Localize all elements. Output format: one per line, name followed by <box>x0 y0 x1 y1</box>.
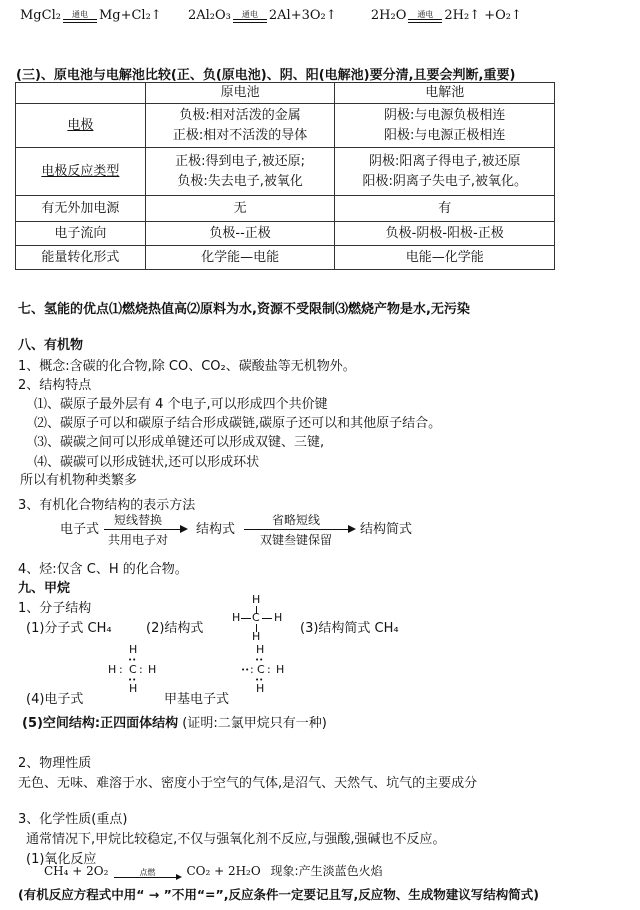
condition: 点燃 <box>139 868 156 877</box>
bond-line <box>241 618 251 619</box>
table-cell <box>145 104 335 148</box>
flow-structural-formula: 结构式 <box>196 522 236 537</box>
row-label: 电极反应类型 <box>16 148 146 196</box>
table-header: 原电池 <box>145 83 335 104</box>
oxidation-title: (1)氧化反应 <box>26 852 97 867</box>
note-text: (有机反应方程式中用“ → ”不用“=”,反应条件一定要记且写,反应物、生成物建议写结构简式) <box>18 887 539 902</box>
section-title-organic: 八、有机物 <box>18 338 84 353</box>
comparison-table <box>15 82 555 270</box>
product: Mg+Cl₂↑ <box>98 8 162 23</box>
reactant: CH₄ + 2O₂ <box>44 864 109 878</box>
product: CO₂ + 2H₂O <box>186 864 261 878</box>
flow-label-keep-bonds: 双键叁键保留 <box>260 533 333 547</box>
spatial-structure-label: (5)空间结构:正四面体结构 <box>22 716 179 731</box>
row-label: 电子流向 <box>16 222 146 246</box>
section-title-cells: (三)、原电池与电解池比较(正、负(原电池)、阴、阳(电解池)要分清,且要会判断,重要) <box>16 68 516 83</box>
concept-text: 1、概念:含碳的化合物,除 CO、CO₂、碳酸盐等无机物外。 <box>18 359 356 374</box>
atom-c: C <box>257 663 265 676</box>
combustion-equation <box>44 862 383 879</box>
flow-simple-formula: 结构简式 <box>360 522 413 537</box>
table-row <box>16 222 555 246</box>
point-1: ⑴、碳原子最外层有 4 个电子,可以形成四个共价键 <box>34 397 328 412</box>
hydrocarbon-text: 4、烃:仅含 C、H 的化合物。 <box>18 562 188 577</box>
table-header: 电解池 <box>335 83 555 104</box>
atom-h: H <box>256 643 265 656</box>
condition-arrow <box>408 10 442 23</box>
electron-pair: •• <box>255 656 264 664</box>
flow-label-omit: 省略短线 <box>272 513 321 527</box>
condition: 通电 <box>71 10 88 19</box>
atom-h: H <box>129 643 138 656</box>
atom-c: C <box>252 611 260 624</box>
cell-line: 阳极:与电源正极相连 <box>384 127 506 143</box>
table-header <box>16 83 146 104</box>
flow-label-shared-pair: 共用电子对 <box>108 533 169 547</box>
atom-h: H <box>276 663 285 676</box>
table-row <box>16 196 555 222</box>
methyl-electron-label: 甲基电子式 <box>164 692 230 707</box>
variety-text: 所以有机物种类繁多 <box>20 473 138 488</box>
table-cell <box>145 148 335 196</box>
physical-properties-title: 2、物理性质 <box>18 756 92 771</box>
condition-arrow <box>63 10 97 23</box>
atom-h: H <box>129 682 138 695</box>
table-cell: 负极--正极 <box>145 222 335 246</box>
table-cell: 无 <box>145 196 335 222</box>
atom-h: H <box>232 611 241 624</box>
cell-line: 正极:相对不活泼的导体 <box>172 127 308 143</box>
table-row <box>16 148 555 196</box>
reactant: 2Al₂O₃ <box>187 8 231 23</box>
electron-pair: : <box>250 663 254 676</box>
atom-h: H <box>256 682 265 695</box>
condition-arrow <box>114 868 180 878</box>
electron-pair: •• <box>128 656 137 664</box>
chemical-properties-title: 3、化学性质(重点) <box>18 812 128 827</box>
electron-formula-label: (4)电子式 <box>26 692 84 707</box>
flow-label-replace: 短线替换 <box>114 513 163 527</box>
table-row <box>16 246 555 270</box>
condition-arrow <box>233 10 267 23</box>
table-cell <box>335 148 555 196</box>
structure-title: 2、结构特点 <box>18 378 92 393</box>
equation-al2o3 <box>188 8 337 23</box>
cell-line: 阳极:阴离子失电子,被氧化。 <box>362 173 527 189</box>
table-cell: 化学能—电能 <box>145 246 335 270</box>
equation-row <box>20 8 522 23</box>
atom-h: H <box>148 663 157 676</box>
chemical-properties-text: 通常情况下,甲烷比较稳定,不仅与强氧化剂不反应,与强酸,强碱也不反应。 <box>26 832 446 847</box>
equation-body <box>44 864 261 878</box>
molecular-formula: (1)分子式 CH₄ <box>26 621 112 636</box>
point-4: ⑷、碳碳可以形成链状,还可以形成环状 <box>34 455 260 470</box>
cell-line: 正极:得到电子,被还原; <box>175 153 306 169</box>
arrow-right-icon <box>348 525 356 533</box>
table-header-row <box>16 83 555 104</box>
row-label: 电极 <box>16 104 146 148</box>
atom-h: H <box>108 663 117 676</box>
condition: 通电 <box>241 10 258 19</box>
simple-formula: (3)结构简式 CH₄ <box>300 621 399 636</box>
physical-properties-text: 无色、无味、难溶于水、密度小于空气的气体,是沼气、天然气、坑气的主要成分 <box>18 776 478 791</box>
structural-formula-label: (2)结构式 <box>146 621 204 636</box>
molecular-structure-title: 1、分子结构 <box>18 601 92 616</box>
atom-h: H <box>252 593 261 606</box>
reactant: 2H₂O <box>370 8 407 23</box>
cell-line: 负极:失去电子,被氧化 <box>177 173 303 189</box>
point-2: ⑵、碳原子可以和碳原子结合形成碳链,碳原子还可以和其他原子结合。 <box>34 416 442 431</box>
electron-pair: •• <box>255 676 264 684</box>
spatial-structure <box>22 712 327 731</box>
phenomenon: 现象:产生淡蓝色火焰 <box>270 864 383 878</box>
product: 2Al+3O₂↑ <box>268 8 337 23</box>
row-label: 有无外加电源 <box>16 196 146 222</box>
atom-h: H <box>252 630 261 643</box>
flow-electron-formula: 电子式 <box>60 522 100 537</box>
equation-mgcl2 <box>20 8 162 23</box>
table-row <box>16 104 555 148</box>
table-cell: 负极-阴极-阳极-正极 <box>335 222 555 246</box>
point-3: ⑶、碳碳之间可以形成单键还可以形成双键、三键, <box>34 435 325 450</box>
condition: 通电 <box>417 10 434 19</box>
electron-pair: •• <box>128 676 137 684</box>
electron-pair: : <box>267 663 271 676</box>
cell-line: 阴极:与电源负极相连 <box>384 107 506 123</box>
bond-line <box>262 618 272 619</box>
flow-arrow-line <box>104 529 180 530</box>
cell-line: 负极:相对活泼的金属 <box>179 107 301 123</box>
representation-title: 3、有机化合物结构的表示方法 <box>18 498 196 513</box>
arrow-right-icon <box>180 525 188 533</box>
table-cell <box>335 104 555 148</box>
flow-arrow-line <box>244 529 348 530</box>
electron-pair: : <box>139 663 143 676</box>
table-cell: 有 <box>335 196 555 222</box>
reactant: MgCl₂ <box>20 8 61 23</box>
spatial-note: (证明:二氯甲烷只有一种) <box>182 716 327 731</box>
section-title-methane: 九、甲烷 <box>18 581 71 596</box>
row-label: 能量转化形式 <box>16 246 146 270</box>
table-cell: 电能—化学能 <box>335 246 555 270</box>
atom-c: C <box>129 663 137 676</box>
cell-line: 阴极:阳离子得电子,被还原 <box>368 153 521 169</box>
atom-h: H <box>274 611 283 624</box>
section-title-hydrogen: 七、氢能的优点⑴燃烧热值高⑵原料为水,资源不受限制⑶燃烧产物是水,无污染 <box>18 302 470 317</box>
electron-pair: : <box>119 663 123 676</box>
equation-h2o <box>371 8 522 23</box>
unpaired-electron: •• <box>241 666 250 674</box>
product: 2H₂↑ +O₂↑ <box>444 8 522 23</box>
